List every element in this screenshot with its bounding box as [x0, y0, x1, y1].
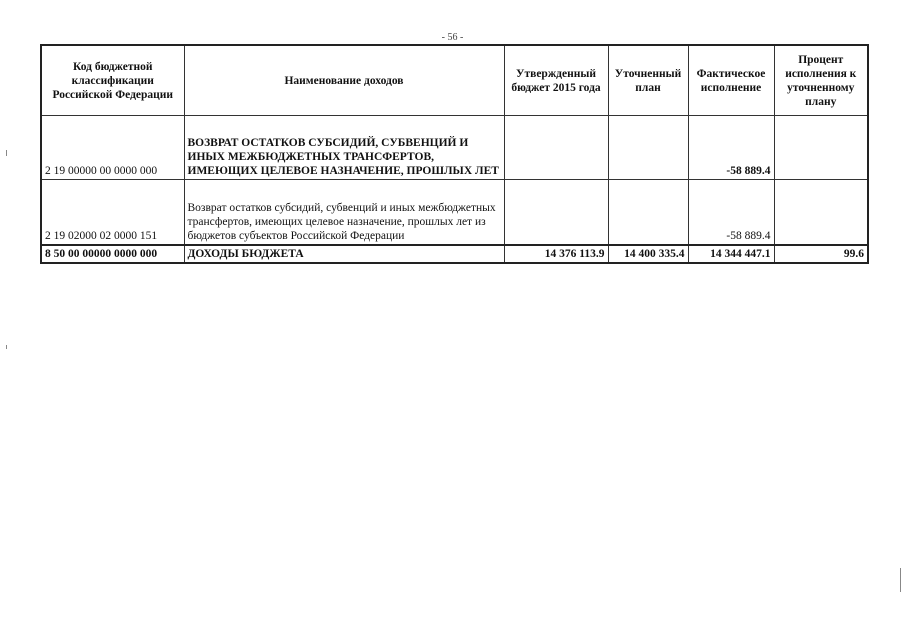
budget-revenue-table — [40, 44, 869, 264]
row-approved: 14 376 113.9 — [504, 245, 608, 263]
row-percent: 99.6 — [774, 245, 868, 263]
column-header-percent: Процент исполнения к уточненному плану — [774, 45, 868, 116]
column-header-actual: Фактическое исполнение — [688, 45, 774, 116]
row-approved — [504, 116, 608, 180]
column-header-name: Наименование доходов — [184, 45, 504, 116]
scan-margin-mark — [6, 150, 7, 156]
scan-margin-mark — [6, 345, 7, 349]
row-name: ВОЗВРАТ ОСТАТКОВ СУБСИДИЙ, СУБВЕНЦИЙ И ИНЫХ МЕЖБЮДЖЕТНЫХ ТРАНСФЕРТОВ, ИМЕЮЩИХ ЦЕЛЕВОЕ НАЗНАЧЕНИЕ, ПРОШЛЫХ ЛЕТ — [184, 116, 504, 180]
scan-margin-mark — [900, 568, 901, 592]
row-actual: -58 889.4 — [688, 116, 774, 180]
row-code: 2 19 00000 00 0000 000 — [41, 116, 184, 180]
column-header-code: Код бюджетной классификации Российской Федерации — [41, 45, 184, 116]
table-row-total — [41, 245, 868, 263]
table-row — [41, 116, 868, 180]
page-number: - 56 - — [441, 32, 464, 43]
row-name: ДОХОДЫ БЮДЖЕТА — [184, 245, 504, 263]
row-actual: -58 889.4 — [688, 180, 774, 246]
row-code: 2 19 02000 02 0000 151 — [41, 180, 184, 246]
row-actual: 14 344 447.1 — [688, 245, 774, 263]
column-header-plan: Уточненный план — [608, 45, 688, 116]
column-header-approved: Утвержденный бюджет 2015 года — [504, 45, 608, 116]
row-plan: 14 400 335.4 — [608, 245, 688, 263]
row-plan — [608, 180, 688, 246]
row-name: Возврат остатков субсидий, субвенций и иных межбюджетных трансфертов, имеющих целевое назначение, прошлых лет из бюджетов субъектов Российской Федерации — [184, 180, 504, 246]
row-approved — [504, 180, 608, 246]
table-header-row — [41, 45, 868, 116]
row-code: 8 50 00 00000 0000 000 — [41, 245, 184, 263]
row-plan — [608, 116, 688, 180]
table-row — [41, 180, 868, 246]
row-percent — [774, 180, 868, 246]
row-percent — [774, 116, 868, 180]
